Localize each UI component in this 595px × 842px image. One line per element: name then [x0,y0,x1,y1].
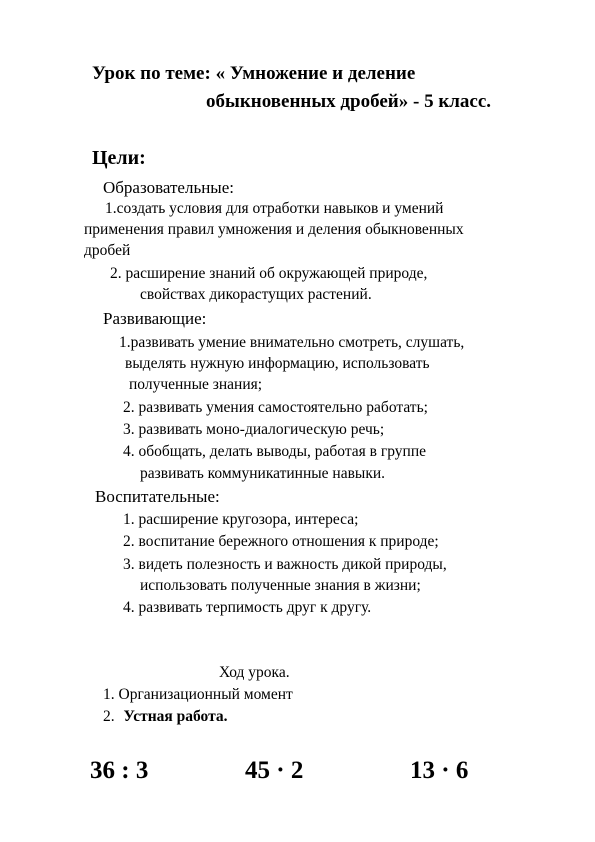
developing-item-1-line-3: полученные знания; [129,376,263,393]
lesson-heading: Ход урока. [219,664,290,681]
upbringing-item-3-line-1: 3. видеть полезность и важность дикой природы, [123,556,447,573]
lesson-step-2 [103,709,228,725]
educational-item-2-line-2: свойствах дикорастущих растений. [140,286,372,303]
upbringing-heading: Воспитательные: [95,487,220,506]
developing-item-2: 2. развивать умения самостоятельно работать; [123,399,428,416]
upbringing-item-4: 4. развивать терпимость друг к другу. [123,599,372,616]
developing-heading: Развивающие: [103,309,207,328]
upbringing-item-1: 1. расширение кругозора, интереса; [123,511,359,528]
educational-item-1-line-2: применения правил умножения и деления обыкновенных [84,221,464,238]
expression-3: 13 · 6 [410,757,469,784]
expression-2: 45 · 2 [245,757,304,784]
upbringing-item-2: 2. воспитание бережного отношения к природе; [123,533,439,550]
educational-item-1-line-3: дробей [84,242,131,259]
expression-1: 36 : 3 [90,757,149,784]
lesson-step-2-text: Устная работа. [123,708,228,725]
educational-heading: Образовательные: [103,178,234,197]
developing-item-4-line-2: развивать коммуникатинные навыки. [140,465,386,482]
educational-item-2-line-1: 2. расширение знаний об окружающей природе, [110,265,428,282]
developing-item-3: 3. развивать моно-диалогическую речь; [123,421,385,438]
educational-item-1-line-1: 1.создать условия для отработки навыков и умений [105,200,444,217]
upbringing-item-3-line-2: использовать полученные знания в жизни; [140,577,421,594]
lesson-step-2-number: 2. [103,708,115,725]
title-line-1: Урок по теме: « Умножение и деление [92,63,416,84]
developing-item-1-line-1: 1.развивать умение внимательно смотреть, слушать, [119,334,465,351]
lesson-step-1: 1. Организационный момент [103,686,293,703]
title-line-2: обыкновенных дробей» - 5 класс. [206,91,492,112]
developing-item-1-line-2: выделять нужную информацию, использовать [125,355,430,372]
goals-heading: Цели: [92,147,146,169]
developing-item-4-line-1: 4. обобщать, делать выводы, работая в группе [123,443,426,460]
